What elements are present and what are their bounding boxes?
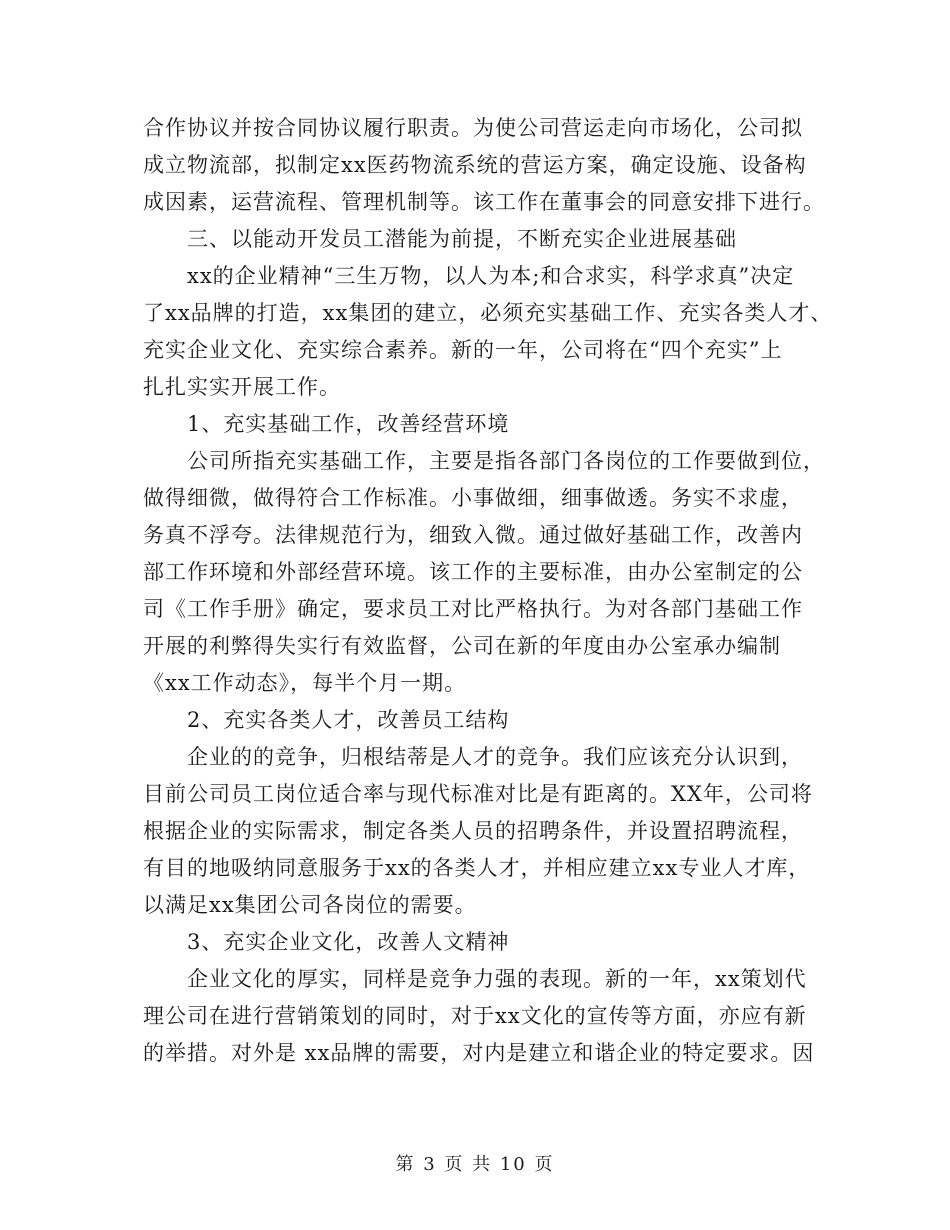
body-text-line: 的举措。对外是 xx品牌的需要，对内是建立和谐企业的特定要求。因 <box>143 1041 815 1065</box>
body-text-line: xx的企业精神“三生万物，以人为本;和合求实，科学求真”决定 <box>187 264 795 288</box>
body-text-line: 《xx工作动态》，每半个月一期。 <box>143 671 467 695</box>
body-text-line: 目前公司员工岗位适合率与现代标准对比是有距离的。XX年，公司将 <box>143 782 813 806</box>
body-text-line: 根据企业的实际需求，制定各类人员的招聘条件，并设置招聘流程， <box>143 819 803 843</box>
subsection-heading: 2、充实各类人才，改善员工结构 <box>187 708 510 732</box>
body-text-line: 部工作环境和外部经营环境。该工作的主要标准，由办公室制定的公 <box>143 560 803 584</box>
body-text-line: 成立物流部，拟制定xx医药物流系统的营运方案，确定设施、设备构 <box>143 153 807 177</box>
body-text-line: 以满足xx集团公司各岗位的需要。 <box>143 893 477 917</box>
body-text-line: 企业的的竞争，归根结蒂是人才的竞争。我们应该充分认识到， <box>187 745 803 769</box>
subsection-heading: 3、充实企业文化，改善人文精神 <box>187 930 510 954</box>
body-text-line: 扎扎实实开展工作。 <box>143 375 341 399</box>
body-text-line: 司《工作手册》确定，要求员工对比严格执行。为对各部门基础工作 <box>143 597 803 621</box>
page-number-footer: 第 3 页 共 10 页 <box>395 1154 555 1175</box>
body-text-line: 开展的利弊得失实行有效监督，公司在新的年度由办公室承办编制 <box>143 634 781 658</box>
subsection-heading: 1、充实基础工作，改善经营环境 <box>187 412 510 436</box>
section-heading: 三、以能动开发员工潜能为前提，不断充实企业进展基础 <box>187 227 737 251</box>
body-text-line: 成因素，运营流程、管理机制等。该工作在董事会的同意安排下进行。 <box>143 190 825 214</box>
body-text-line: 充实企业文化、充实综合素养。新的一年，公司将在“四个充实”上 <box>143 338 783 362</box>
body-text-line: 理公司在进行营销策划的同时，对于xx文化的宣传等方面，亦应有新 <box>143 1004 807 1028</box>
body-text-line: 企业文化的厚实，同样是竞争力强的表现。新的一年，xx策划代 <box>187 967 807 991</box>
body-text-line: 做得细微，做得符合工作标准。小事做细，细事做透。务实不求虚， <box>143 486 803 510</box>
body-text-line: 务真不浮夸。法律规范行为，细致入微。通过做好基础工作，改善内 <box>143 523 803 547</box>
body-text-line: 公司所指充实基础工作，主要是指各部门各岗位的工作要做到位， <box>187 449 825 473</box>
body-text-line: 有目的地吸纳同意服务于xx的各类人才，并相应建立xx专业人才库， <box>143 856 811 880</box>
body-text-line: 了xx品牌的打造，xx集团的建立，必须充实基础工作、充实各类人才、 <box>143 301 833 325</box>
body-text-line: 合作协议并按合同协议履行职责。为使公司营运走向市场化，公司拟 <box>143 116 803 140</box>
